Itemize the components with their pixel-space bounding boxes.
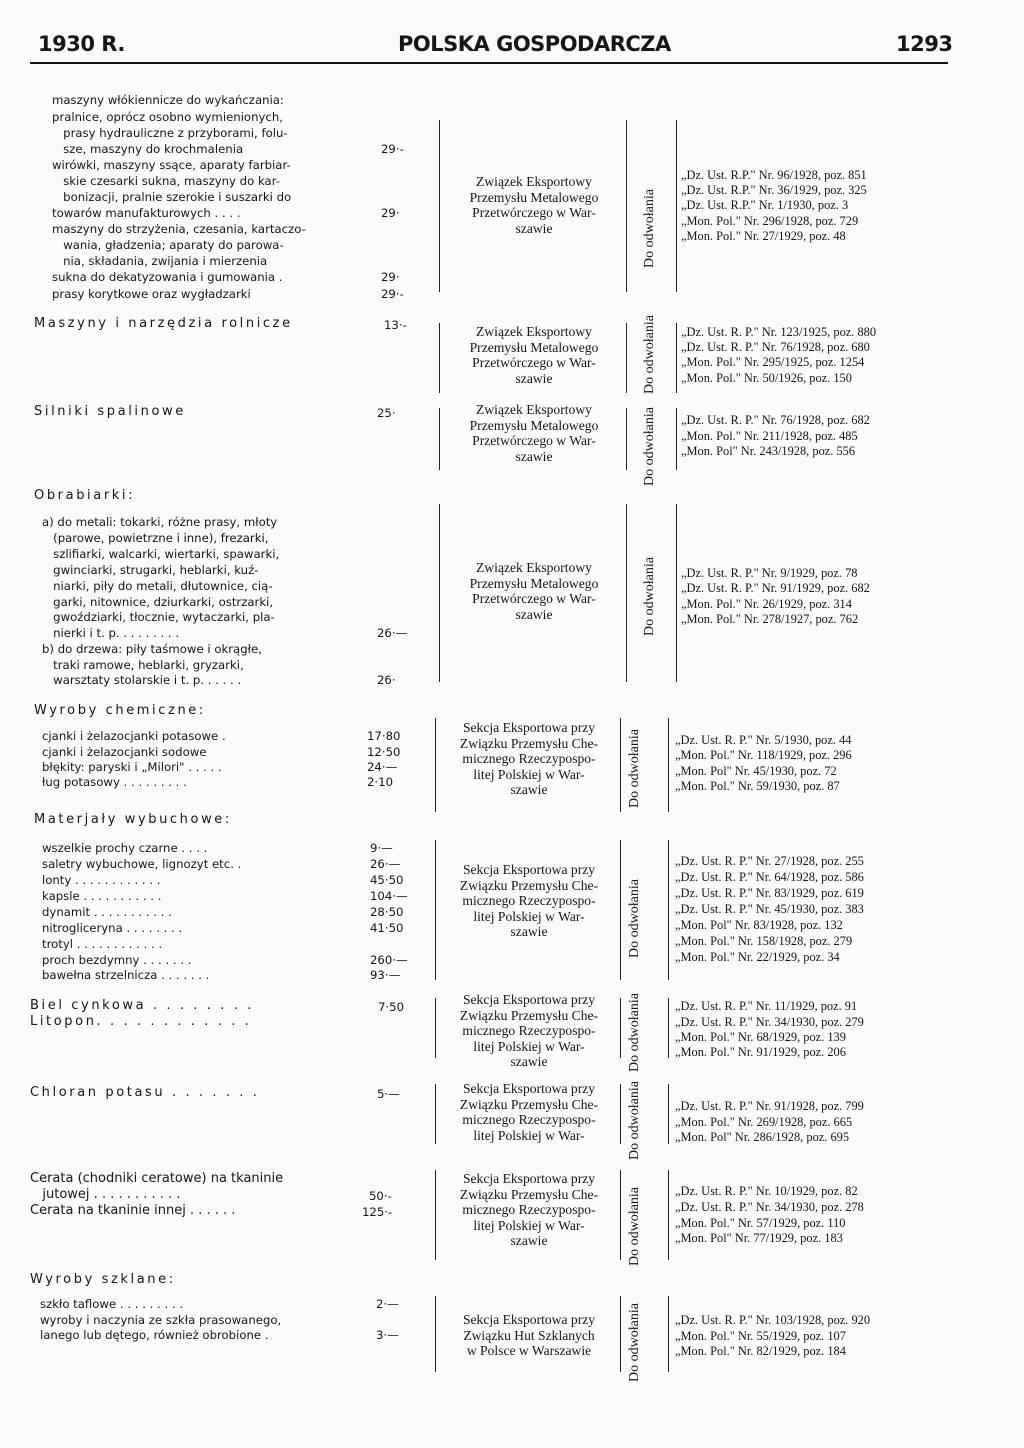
legal-references: „Mon. Pol" Nr. 83/1928, poz. 132 bbox=[675, 918, 843, 932]
column-rule bbox=[626, 120, 627, 292]
legal-references: „Mon. Pol" Nr. 243/1928, poz. 556 bbox=[681, 444, 856, 458]
validity-note: Do odwołania bbox=[627, 1187, 642, 1266]
legal-references: „Dz. Ust. R. P." Nr. 34/1930, poz. 279 bbox=[675, 1015, 864, 1029]
rate-value: 5·— bbox=[377, 1087, 400, 1101]
legal-references: „Mon. Pol." Nr. 118/1929, poz. 296 bbox=[675, 748, 852, 762]
item-line: pralnice, oprócz osobno wymienionych, bbox=[52, 110, 283, 124]
section-heading: Litopon. . . . . . . . . . . . bbox=[30, 1014, 252, 1029]
legal-references: „Dz. Ust. R. P." Nr. 83/1929, poz. 619 bbox=[675, 886, 864, 900]
legal-references: „Dz. Ust. R.P." Nr. 1/1930, poz. 3 bbox=[681, 198, 849, 212]
item-line: sze, maszyny do krochmalenia bbox=[52, 142, 244, 156]
item-line: bonizacji, pralnie szerokie i suszarki do bbox=[52, 190, 292, 204]
item-line: wirówki, maszyny ssące, aparaty farbiar- bbox=[52, 158, 291, 172]
legal-references: „Mon. Pol." Nr. 269/1928, poz. 665 bbox=[675, 1115, 853, 1129]
rate-value: 2·— bbox=[376, 1297, 399, 1311]
header-page-number: 1293 bbox=[896, 32, 953, 56]
item-line: lanego lub dętego, również obrobione . bbox=[40, 1328, 269, 1342]
rate-value: 28·50 bbox=[370, 905, 404, 919]
item-line: cjanki i żelazocjanki sodowe bbox=[42, 745, 207, 759]
legal-references: „Mon. Pol." Nr. 27/1929, poz. 48 bbox=[681, 229, 846, 243]
item-line: gwoździarki, tłocznie, wytaczarki, pla- bbox=[42, 610, 275, 624]
column-rule bbox=[435, 998, 436, 1058]
column-rule bbox=[626, 504, 627, 682]
column-rule bbox=[620, 1296, 621, 1372]
legal-references: „Mon. Pol." Nr. 55/1929, poz. 107 bbox=[675, 1329, 846, 1343]
rate-value: 26·— bbox=[377, 626, 408, 640]
column-rule bbox=[435, 1084, 436, 1144]
legal-references: „Dz. Ust. R.P." Nr. 36/1929, poz. 325 bbox=[681, 183, 867, 197]
rate-value: 12·50 bbox=[367, 745, 401, 759]
rate-value: 260·— bbox=[370, 953, 408, 967]
item-line: wszelkie prochy czarne . . . . bbox=[42, 841, 208, 855]
rate-value: 9·— bbox=[370, 841, 393, 855]
item-line: warsztaty stolarskie i t. p. . . . . . bbox=[42, 673, 242, 687]
validity-note: Do odwołania bbox=[627, 993, 642, 1072]
legal-references: „Mon. Pol." Nr. 22/1929, poz. 34 bbox=[675, 950, 840, 964]
legal-references: „Dz. Ust. R. P." Nr. 27/1928, poz. 255 bbox=[675, 854, 864, 868]
section-heading: Wyroby szklane: bbox=[30, 1272, 176, 1287]
item-line: (parowe, powietrzne i inne), frezarki, bbox=[42, 531, 269, 545]
validity-note: Do odwołania bbox=[627, 1081, 642, 1160]
column-rule bbox=[676, 120, 677, 292]
legal-references: „Mon. Pol." Nr. 68/1929, poz. 139 bbox=[675, 1030, 846, 1044]
rate-value: 41·50 bbox=[370, 921, 404, 935]
legal-references: „Mon. Pol" Nr. 45/1930, poz. 72 bbox=[675, 764, 837, 778]
validity-note: Do odwołania bbox=[642, 557, 657, 636]
section-heading: Obrabiarki: bbox=[34, 488, 136, 503]
item-line: szlifiarki, walcarki, wiertarki, spawarki, bbox=[42, 547, 280, 561]
item-line: traki ramowe, heblarki, gryzarki, bbox=[42, 658, 244, 672]
column-rule bbox=[439, 323, 440, 393]
item-line: a) do metali: tokarki, różne prasy, młoty bbox=[42, 515, 278, 529]
item-line: wyroby i naczynia ze szkła prasowanego, bbox=[40, 1313, 282, 1327]
column-rule bbox=[620, 1170, 621, 1260]
column-rule bbox=[668, 1170, 669, 1260]
item-line: nitrogliceryna . . . . . . . . bbox=[42, 921, 183, 935]
validity-note: Do odwołania bbox=[642, 189, 657, 268]
item-line: Cerata na tkaninie innej . . . . . . bbox=[30, 1203, 236, 1218]
item-line: cjanki i żelazocjanki potasowe . bbox=[42, 729, 226, 743]
item-line: Cerata (chodniki ceratowe) na tkaninie bbox=[30, 1171, 284, 1186]
rate-value: 7·50 bbox=[378, 1000, 405, 1014]
column-rule bbox=[439, 120, 440, 292]
legal-references: „Mon. Pol" Nr. 77/1929, poz. 183 bbox=[675, 1231, 843, 1245]
section-heading: Materjały wybuchowe: bbox=[34, 812, 232, 827]
item-line: nierki i t. p. . . . . . . . . bbox=[42, 626, 180, 640]
item-line: b) do drzewa: piły taśmowe i okrągłe, bbox=[42, 642, 262, 656]
exporting-organization: Związek Eksportowy Przemysłu Metalowego Przetwórczego w War- szawie bbox=[469, 174, 599, 236]
legal-references: „Mon. Pol." Nr. 82/1929, poz. 184 bbox=[675, 1344, 846, 1358]
rate-value: 3·— bbox=[376, 1328, 399, 1342]
item-line: sukna do dekatyzowania i gumowania . bbox=[52, 270, 283, 284]
item-line: maszyny do strzyżenia, czesania, kartaczo- bbox=[52, 222, 306, 236]
item-line: saletry wybuchowe, lignozyt etc. . bbox=[42, 857, 242, 871]
legal-references: „Mon. Pol." Nr. 91/1929, poz. 206 bbox=[675, 1045, 846, 1059]
legal-references: „Mon. Pol." Nr. 50/1926, poz. 150 bbox=[681, 371, 852, 385]
column-rule bbox=[668, 1296, 669, 1372]
rate-value: 125·- bbox=[362, 1205, 393, 1219]
rate-value: 13·- bbox=[384, 318, 407, 332]
rate-value: 93·— bbox=[370, 968, 401, 982]
column-rule bbox=[668, 998, 669, 1058]
legal-references: „Mon. Pol." Nr. 295/1925, poz. 1254 bbox=[681, 355, 865, 369]
rate-value: 25· bbox=[377, 406, 396, 420]
rate-value: 26·— bbox=[370, 857, 401, 871]
column-rule bbox=[435, 718, 436, 812]
item-line: ług potasowy . . . . . . . . . bbox=[42, 775, 187, 789]
exporting-organization: Związek Eksportowy Przemysłu Metalowego Przetwórczego w War- szawie bbox=[469, 324, 599, 386]
legal-references: „Dz. Ust. R. P." Nr. 11/1929, poz. 91 bbox=[675, 999, 858, 1013]
legal-references: „Dz. Ust. R. P." Nr. 91/1929, poz. 682 bbox=[681, 581, 870, 595]
item-line: niarki, piły do metali, dłutownice, cią- bbox=[42, 579, 273, 593]
column-rule bbox=[435, 840, 436, 980]
legal-references: „Mon. Pol." Nr. 158/1928, poz. 279 bbox=[675, 934, 853, 948]
header-year: 1930 R. bbox=[38, 32, 125, 56]
column-rule bbox=[439, 504, 440, 682]
section-heading: Wyroby chemiczne: bbox=[34, 703, 206, 718]
legal-references: „Mon. Pol" Nr. 286/1928, poz. 695 bbox=[675, 1130, 850, 1144]
section-heading: Maszyny i narzędzia rolnicze bbox=[34, 316, 293, 331]
column-rule bbox=[676, 408, 677, 470]
legal-references: „Dz. Ust. R. P." Nr. 76/1928, poz. 682 bbox=[681, 413, 870, 427]
header-rule bbox=[30, 62, 948, 64]
exporting-organization: Sekcja Eksportowa przy Związku Przemysłu Che- micznego Rzeczypospo- litej Polskiej w War- szawie bbox=[459, 992, 599, 1069]
item-line: nia, składania, zwijania i mierzenia bbox=[52, 254, 268, 268]
rate-value: 104·— bbox=[370, 889, 408, 903]
legal-references: „Mon. Pol." Nr. 211/1928, poz. 485 bbox=[681, 429, 858, 443]
legal-references: „Dz. Ust. R. P." Nr. 103/1928, poz. 920 bbox=[675, 1313, 871, 1327]
column-rule bbox=[620, 1084, 621, 1144]
item-line: kapsle . . . . . . . . . . . bbox=[42, 889, 162, 903]
rate-value: 50·- bbox=[369, 1189, 392, 1203]
column-rule bbox=[439, 408, 440, 470]
legal-references: „Dz. Ust. R. P." Nr. 45/1930, poz. 383 bbox=[675, 902, 864, 916]
item-line: prasy hydrauliczne z przyborami, folu- bbox=[52, 126, 288, 140]
rate-value: 29·- bbox=[381, 287, 404, 301]
column-rule bbox=[626, 408, 627, 470]
legal-references: „Dz. Ust. R. P." Nr. 76/1928, poz. 680 bbox=[681, 340, 870, 354]
legal-references: „Dz. Ust. R. P." Nr. 5/1930, poz. 44 bbox=[675, 733, 852, 747]
legal-references: „Dz. Ust. R. P." Nr. 91/1928, poz. 799 bbox=[675, 1099, 864, 1113]
item-line: maszyny włókiennicze do wykańczania: bbox=[52, 93, 284, 107]
rate-value: 2·10 bbox=[367, 775, 394, 789]
validity-note: Do odwołania bbox=[627, 729, 642, 808]
rate-value: 29· bbox=[381, 270, 400, 284]
legal-references: „Mon. Pol." Nr. 26/1929, poz. 314 bbox=[681, 597, 852, 611]
item-line: trotyl . . . . . . . . . . . . bbox=[42, 937, 163, 951]
item-line: bawełna strzelnicza . . . . . . . bbox=[42, 968, 210, 982]
item-line: dynamit . . . . . . . . . . . bbox=[42, 905, 172, 919]
item-line: prasy korytkowe oraz wygładzarki bbox=[52, 287, 251, 301]
section-heading: Biel cynkowa . . . . . . . . bbox=[30, 998, 254, 1013]
column-rule bbox=[435, 1296, 436, 1372]
rate-value: 29· bbox=[381, 206, 400, 220]
legal-references: „Mon. Pol." Nr. 57/1929, poz. 110 bbox=[675, 1216, 846, 1230]
item-line: wania, gładzenia; aparaty do parowa- bbox=[52, 238, 284, 252]
column-rule bbox=[676, 504, 677, 682]
rate-value: 24·— bbox=[367, 760, 398, 774]
legal-references: „Mon. Pol." Nr. 296/1928, poz. 729 bbox=[681, 214, 859, 228]
legal-references: „Dz. Ust. R. P." Nr. 10/1929, poz. 82 bbox=[675, 1184, 858, 1198]
rate-value: 17·80 bbox=[367, 729, 401, 743]
item-line: skie czesarki sukna, maszyny do kar- bbox=[52, 174, 280, 188]
exporting-organization: Sekcja Eksportowa przy Związku Przemysłu Che- micznego Rzeczypospo- litej Polskiej w War- szawie bbox=[459, 862, 599, 939]
column-rule bbox=[668, 1084, 669, 1144]
column-rule bbox=[620, 998, 621, 1058]
item-line: lonty . . . . . . . . . . . . bbox=[42, 873, 161, 887]
rate-value: 45·50 bbox=[370, 873, 404, 887]
item-line: szkło taflowe . . . . . . . . . bbox=[40, 1297, 184, 1311]
item-line: towarów manufakturowych . . . . bbox=[52, 206, 241, 220]
exporting-organization: Sekcja Eksportowa przy Związku Przemysłu Che- micznego Rzeczypospo- litej Polskiej w War- szawie bbox=[459, 720, 599, 797]
column-rule bbox=[626, 323, 627, 393]
header-title: POLSKA GOSPODARCZA bbox=[398, 32, 671, 56]
exporting-organization: Sekcja Eksportowa przy Związku Hut Szklanych w Polsce w Warszawie bbox=[462, 1312, 596, 1358]
legal-references: „Dz. Ust. R. P." Nr. 9/1929, poz. 78 bbox=[681, 566, 858, 580]
legal-references: „Dz. Ust. R. P." Nr. 64/1928, poz. 586 bbox=[675, 870, 864, 884]
column-rule bbox=[435, 1170, 436, 1260]
legal-references: „Dz. Ust. R. P." Nr. 123/1925, poz. 880 bbox=[681, 325, 877, 339]
item-line: proch bezdymny . . . . . . . bbox=[42, 953, 192, 967]
section-heading: Chloran potasu . . . . . . . bbox=[30, 1085, 260, 1100]
legal-references: „Mon. Pol." Nr. 59/1930, poz. 87 bbox=[675, 779, 840, 793]
rate-value: 26· bbox=[377, 673, 396, 687]
validity-note: Do odwołania bbox=[642, 315, 657, 394]
column-rule bbox=[676, 323, 677, 393]
item-line: gwinciarki, strugarki, heblarki, kuź- bbox=[42, 563, 259, 577]
section-heading: Silniki spalinowe bbox=[34, 404, 186, 419]
column-rule bbox=[668, 840, 669, 980]
validity-note: Do odwołania bbox=[627, 1303, 642, 1382]
column-rule bbox=[620, 718, 621, 812]
rate-value: 29·- bbox=[381, 142, 404, 156]
legal-references: „Mon. Pol." Nr. 278/1927, poz. 762 bbox=[681, 612, 859, 626]
item-line: błękity: paryski i „Milori" . . . . . bbox=[42, 760, 222, 774]
column-rule bbox=[620, 840, 621, 980]
exporting-organization: Sekcja Eksportowa przy Związku Przemysłu Che- micznego Rzeczypospo- litej Polskiej w War- bbox=[459, 1081, 599, 1143]
item-line: jutowej . . . . . . . . . . . bbox=[30, 1187, 181, 1202]
exporting-organization: Związek Eksportowy Przemysłu Metalowego Przetwórczego w War- szawie bbox=[469, 402, 599, 464]
validity-note: Do odwołania bbox=[642, 407, 657, 486]
legal-references: „Dz. Ust. R.P." Nr. 96/1928, poz. 851 bbox=[681, 168, 867, 182]
exporting-organization: Sekcja Eksportowa przy Związku Przemysłu Che- micznego Rzeczypospo- litej Polskiej w War- szawie bbox=[459, 1171, 599, 1248]
item-line: garki, nitownice, dziurkarki, ostrzarki, bbox=[42, 595, 274, 609]
legal-references: „Dz. Ust. R. P." Nr. 34/1930, poz. 278 bbox=[675, 1200, 864, 1214]
validity-note: Do odwołania bbox=[627, 879, 642, 958]
column-rule bbox=[668, 718, 669, 812]
exporting-organization: Związek Eksportowy Przemysłu Metalowego Przetwórczego w War- szawie bbox=[469, 560, 599, 622]
